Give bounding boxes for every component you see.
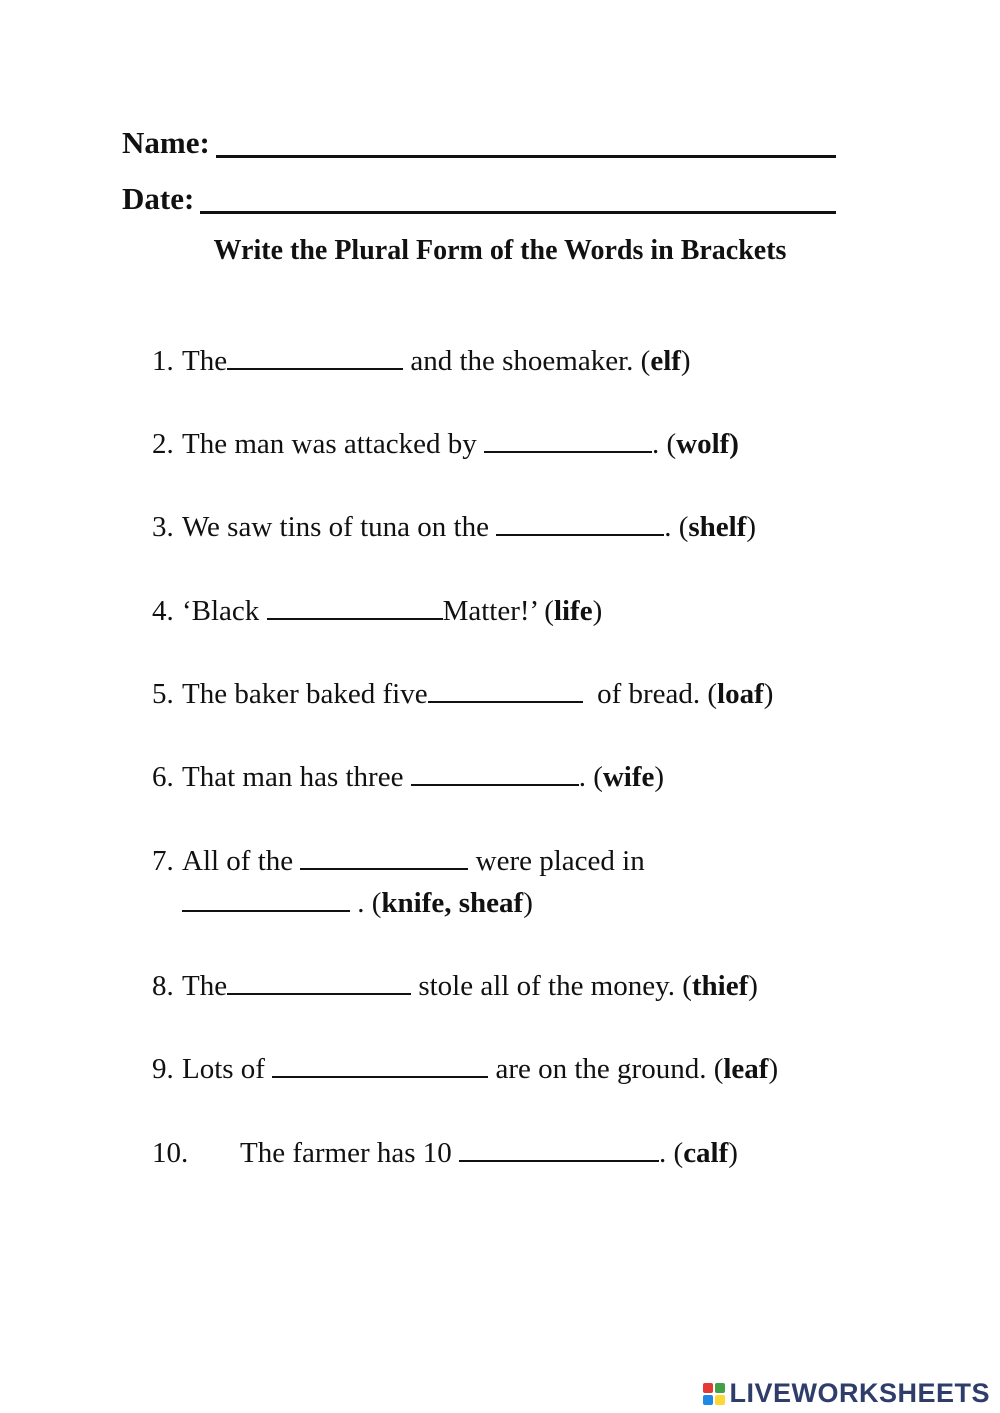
date-blank[interactable] — [200, 181, 836, 214]
question-text: The man was attacked by — [182, 428, 484, 460]
question-text: ‘Black — [182, 595, 267, 627]
question-text: ) — [768, 1053, 779, 1085]
question-text: are on the ground. ( — [488, 1053, 724, 1085]
question-number: 10. — [152, 1137, 189, 1169]
question-text: ) — [523, 887, 533, 920]
question-number: 5. — [152, 678, 174, 710]
question-text: ) — [746, 511, 757, 543]
question-number: 2. — [152, 428, 174, 460]
hint-word: thief — [691, 970, 749, 1002]
hint-word: calf — [683, 1137, 729, 1169]
worksheet-title-text: Write the Plural Form of the Words in Brackets — [213, 235, 787, 266]
question-text: ) — [728, 1137, 738, 1169]
liveworksheets-logo-text: LIVEWORKSHEETS — [729, 1378, 990, 1408]
question-text: Matter!’ ( — [442, 595, 554, 627]
question-number: 6. — [152, 761, 174, 793]
answer-blank-5[interactable] — [428, 677, 583, 703]
answer-blank-8[interactable] — [227, 969, 411, 995]
date-field-line — [122, 181, 836, 214]
answer-blank-7b[interactable] — [182, 886, 350, 912]
answer-blank-2[interactable] — [484, 427, 652, 453]
question-text: The — [182, 345, 228, 377]
question-text: That man has three — [182, 761, 411, 793]
answer-blank-3[interactable] — [496, 510, 664, 536]
question-number: 9. — [152, 1053, 174, 1085]
question-text: and the shoemaker. ( — [403, 345, 651, 377]
question-7-line-1 — [152, 840, 645, 882]
question-9 — [152, 1048, 778, 1090]
name-label: Name: — [122, 125, 210, 160]
question-8 — [152, 965, 758, 1007]
hint-word: shelf — [688, 511, 747, 543]
question-text: Lots of — [182, 1053, 273, 1085]
hint-word: wolf) — [676, 428, 739, 460]
hint-word: loaf — [717, 678, 764, 710]
question-text: The farmer has 10 — [240, 1137, 460, 1169]
answer-blank-9[interactable] — [272, 1052, 488, 1078]
question-text: We saw tins of tuna on the — [182, 511, 497, 543]
answer-blank-7a[interactable] — [300, 844, 468, 870]
question-text: . ( — [578, 761, 603, 793]
liveworksheets-logo-icon — [703, 1383, 725, 1405]
question-text: of bread. ( — [582, 678, 718, 710]
question-text: ) — [748, 970, 758, 1002]
answer-blank-6[interactable] — [411, 760, 579, 786]
question-text: All of the — [182, 845, 301, 877]
question-number: 7. — [152, 845, 174, 877]
question-number: 3. — [152, 511, 174, 543]
question-text: . ( — [664, 511, 689, 543]
question-text: ) — [680, 345, 691, 377]
question-text: ) — [592, 595, 603, 627]
question-5 — [152, 673, 773, 715]
question-number: 4. — [152, 595, 174, 627]
question-1 — [152, 340, 691, 382]
answer-blank-4[interactable] — [267, 594, 443, 620]
question-7 — [152, 840, 645, 924]
hint-word: wife — [602, 761, 655, 793]
question-number: 1. — [152, 345, 174, 377]
question-text: . ( — [659, 1137, 684, 1169]
question-text: The baker baked five — [182, 678, 428, 710]
answer-blank-1[interactable] — [227, 344, 403, 370]
question-text: ) — [654, 761, 665, 793]
liveworksheets-logo — [703, 1378, 990, 1409]
name-field-line — [122, 125, 836, 158]
hint-word: leaf — [723, 1053, 769, 1085]
question-text: stole all of the money. ( — [411, 970, 692, 1002]
question-10 — [152, 1132, 738, 1174]
question-number: 8. — [152, 970, 174, 1002]
question-3 — [152, 506, 756, 548]
name-blank[interactable] — [216, 125, 836, 158]
question-text: . ( — [350, 887, 382, 920]
question-text: . ( — [651, 428, 677, 460]
question-text: were placed in — [468, 845, 645, 877]
question-6 — [152, 756, 664, 798]
hint-word: knife, sheaf — [381, 887, 524, 920]
worksheet-title — [0, 234, 1000, 268]
question-2 — [152, 423, 739, 465]
question-4 — [152, 590, 602, 632]
question-text: The — [182, 970, 228, 1002]
answer-blank-10[interactable] — [459, 1136, 659, 1162]
hint-word: life — [553, 595, 593, 627]
question-text: ) — [763, 678, 774, 710]
hint-word: elf — [650, 345, 681, 377]
question-7-line-2 — [152, 882, 645, 924]
date-label: Date: — [122, 181, 195, 216]
